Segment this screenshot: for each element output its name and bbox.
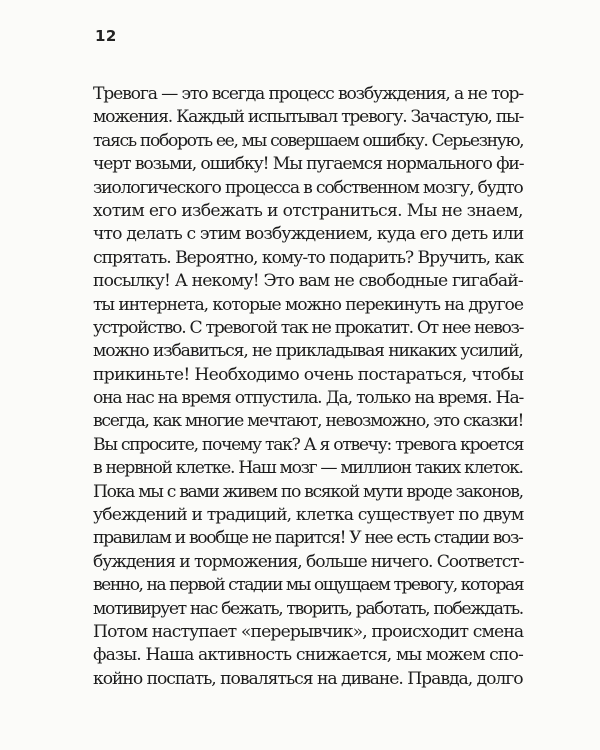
- text-line: буждения и торможения, больше ничего. Соответст-: [93, 551, 524, 572]
- text-line: в нервной клетке. Наш мозг — миллион таких клеток.: [93, 458, 523, 479]
- body-paragraph: [93, 83, 523, 691]
- text-line: Вы спросите, почему так? А я отвечу: тревога кроется: [93, 434, 524, 455]
- text-line: фазы. Наша активность снижается, мы можем спо-: [93, 645, 523, 666]
- text-line: ты интернета, которые можно перекинуть на другое: [93, 294, 523, 315]
- text-line: она нас на время отпустила. Да, только на время. На-: [93, 388, 524, 409]
- text-line: Тревога — это всегда процесс возбуждения, а не тор-: [93, 84, 524, 104]
- text-line: можения. Каждый испытывал тревогу. Зачастую, пы-: [93, 107, 524, 128]
- text-line: зиологического процесса в собственном мозгу, будто: [93, 177, 523, 198]
- text-line: прикиньте! Необходимо очень постараться, чтобы: [93, 364, 524, 385]
- page-number: 12: [95, 27, 117, 45]
- text-line: черт возьми, ошибку! Мы пугаемся нормального фи-: [93, 154, 524, 175]
- text-line: спрятать. Вероятно, кому-то подарить? Вручить, как: [93, 247, 524, 268]
- text-line: можно избавиться, не прикладывая никаких усилий,: [93, 341, 523, 362]
- text-line: убеждений и традиций, клетка существует по двум: [93, 505, 524, 526]
- text-line: правилам и вообще не парится! У нее есть стадии воз-: [93, 528, 523, 549]
- text-line: посылку! А некому! Это вам не свободные гигабай-: [93, 271, 523, 292]
- text-line: венно, на первой стадии мы ощущаем тревогу, которая: [93, 575, 524, 596]
- text-line: что делать с этим возбуждением, куда его деть или: [93, 224, 524, 245]
- text-line: хотим его избежать и отстраниться. Мы не знаем,: [93, 200, 523, 221]
- text-line: мотивирует нас бежать, творить, работать, побеждать.: [93, 598, 523, 619]
- text-line: Пока мы с вами живем по всякой мути вроде законов,: [93, 481, 523, 502]
- text-line: Потом наступает «перерывчик», происходит смена: [93, 621, 524, 642]
- text-line: всегда, как многие мечтают, невозможно, это сказки!: [93, 411, 524, 432]
- text-line: устройство. С тревогой так не прокатит. От нее невоз-: [93, 317, 524, 338]
- text-line: койно поспать, поваляться на диване. Правда, долго: [93, 668, 523, 689]
- text-line: таясь побороть ее, мы совершаем ошибку. Серьезную,: [93, 130, 524, 151]
